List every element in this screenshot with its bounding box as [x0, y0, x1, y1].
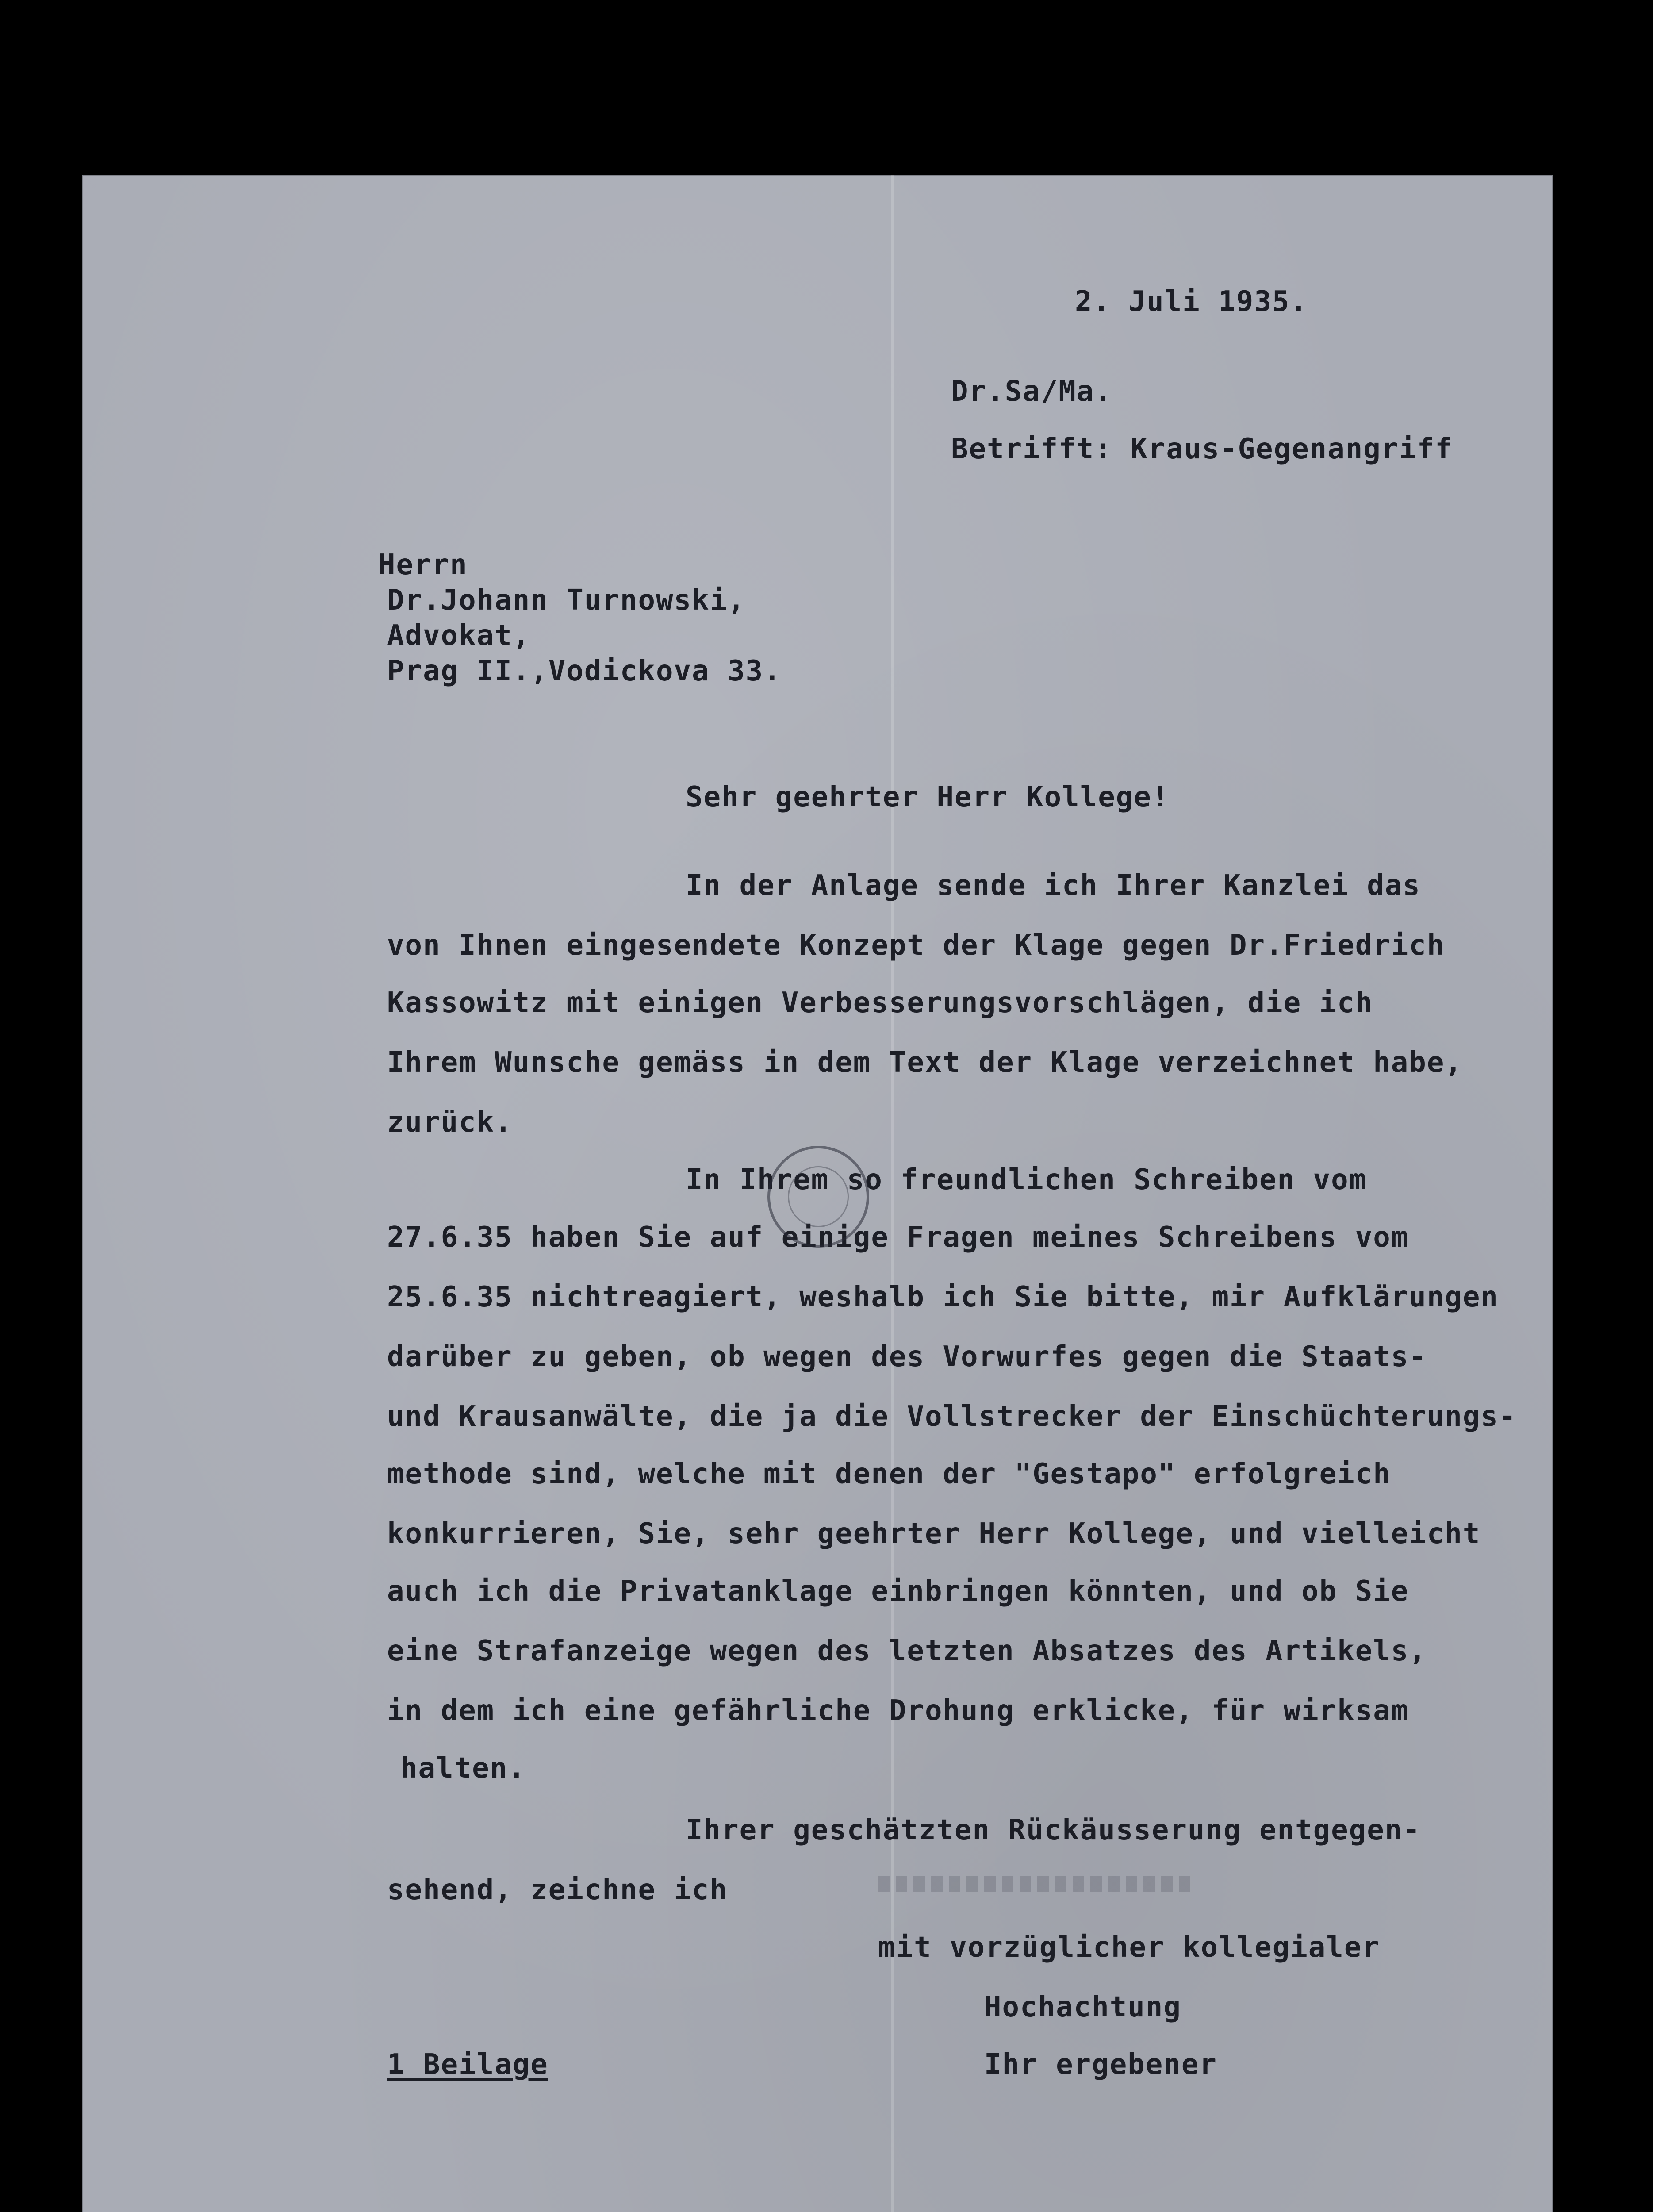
salutation: Sehr geehrter Herr Kollege! — [686, 781, 1170, 814]
archive-stamp — [767, 1146, 869, 1248]
body-line: sehend, zeichne ich — [387, 1874, 728, 1906]
body-line: halten. — [400, 1752, 526, 1785]
recipient-line: Herrn — [378, 549, 468, 581]
letter-sheet — [82, 175, 1553, 2212]
body-line: In der Anlage sende ich Ihrer Kanzlei das — [686, 869, 1421, 902]
letter-reference: Dr.Sa/Ma. — [951, 375, 1112, 408]
body-line: in dem ich eine gefährliche Drohung erklicke, für wirksam — [387, 1694, 1409, 1727]
body-line: und Krausanwälte, die ja die Vollstrecker der Einschüchterungs- — [387, 1400, 1517, 1433]
body-line: methode sind, welche mit denen der "Gestapo" erfolgreich — [387, 1458, 1391, 1490]
body-line: eine Strafanzeige wegen des letzten Absatzes des Artikels, — [387, 1635, 1427, 1667]
body-line: 25.6.35 nichtreagiert, weshalb ich Sie bitte, mir Aufklärungen — [387, 1281, 1499, 1313]
body-line: Ihrer geschätzten Rückäusserung entgegen- — [686, 1814, 1421, 1847]
faint-typed-line — [878, 1876, 1197, 1892]
body-line: darüber zu geben, ob wegen des Vorwurfes gegen die Staats- — [387, 1340, 1427, 1373]
letter-subject: Betrifft: Kraus-Gegenangriff — [951, 433, 1453, 465]
body-line: In Ihrem so freundlichen Schreiben vom — [686, 1164, 1367, 1196]
closing-line: Ihr ergebener — [984, 2048, 1217, 2081]
enclosure-note: 1 Beilage — [387, 2048, 548, 2081]
body-line: von Ihnen eingesendete Konzept der Klage gegen Dr.Friedrich — [387, 929, 1445, 962]
body-line: auch ich die Privatanklage einbringen könnten, und ob Sie — [387, 1575, 1409, 1608]
closing-line: Hochachtung — [984, 1991, 1181, 2024]
recipient-line: Prag II.,Vodickova 33. — [387, 655, 782, 687]
closing-line: mit vorzüglicher kollegialer — [878, 1931, 1380, 1964]
body-line: zurück. — [387, 1106, 513, 1139]
body-line: Kassowitz mit einigen Verbesserungsvorschlägen, die ich — [387, 987, 1373, 1019]
letter-date: 2. Juli 1935. — [1075, 285, 1308, 318]
recipient-line: Advokat, — [387, 619, 531, 652]
recipient-line: Dr.Johann Turnowski, — [387, 584, 746, 617]
body-line: Ihrem Wunsche gemäss in dem Text der Klage verzeichnet habe, — [387, 1046, 1463, 1079]
body-line: konkurrieren, Sie, sehr geehrter Herr Kollege, und vielleicht — [387, 1517, 1481, 1550]
body-line: 27.6.35 haben Sie auf einige Fragen meines Schreibens vom — [387, 1221, 1409, 1254]
